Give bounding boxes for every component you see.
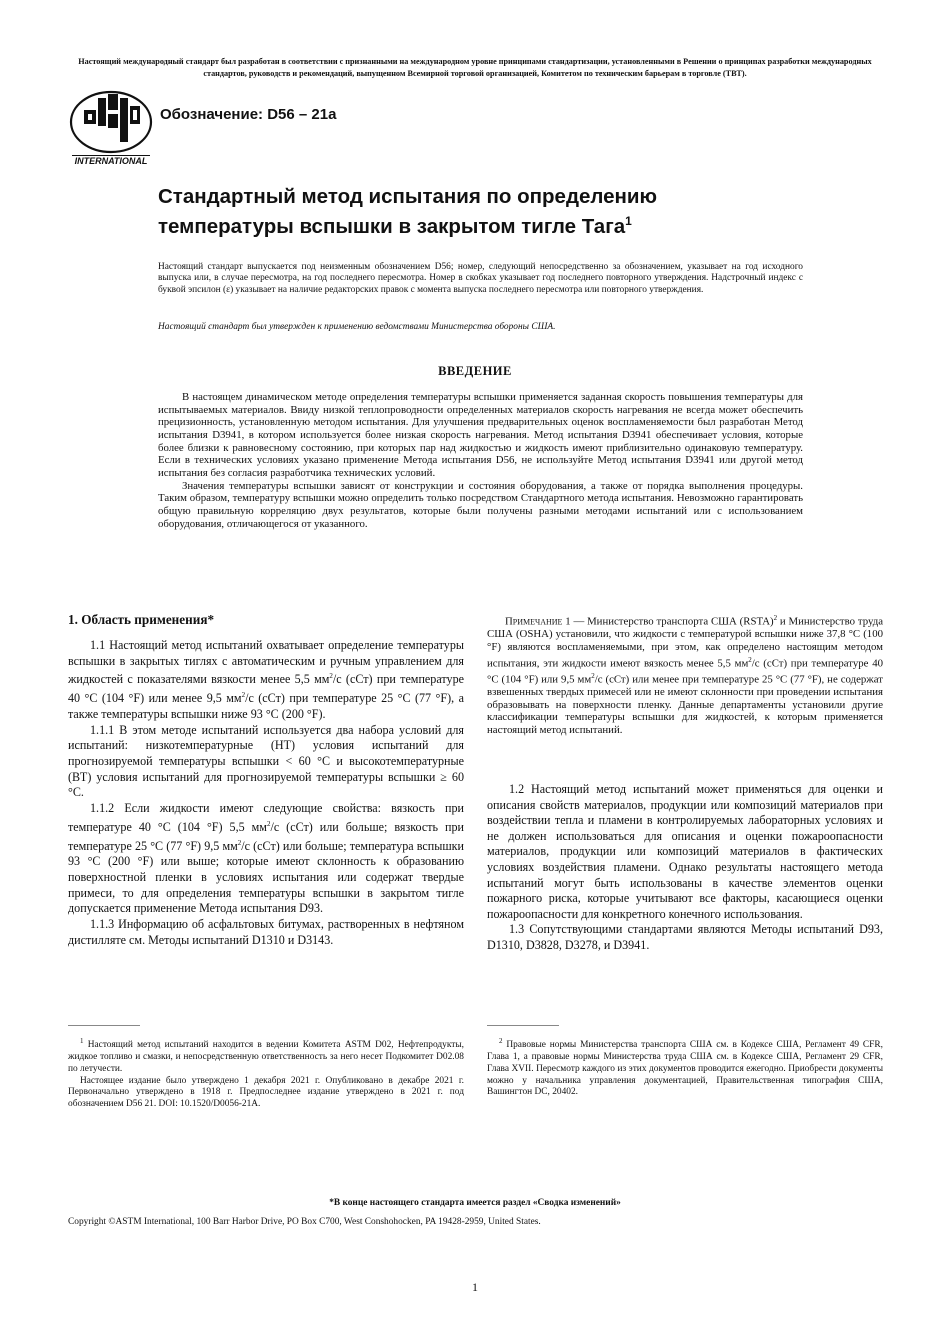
footnote-1 xyxy=(68,1036,464,1111)
astm-logo xyxy=(68,88,154,166)
note-1-text: Примечание 1 — Министерство транспорта США (RSTA)$^2$ и Министерство труда США (OSHA) установили, что жидкости с температурой вспышки ниже 37,8 °C (100 °F) являются воспламеняемыми, при этом, как определено настоящим методом испытания, эти жидкости имеют вязкость менее 5,5 $мм^2/с$ (сСт) при температуре 40 °C (104 °F) или 9,5 $мм^2/с$ (сСт) или менее при температуре 25 °C (77 °F), не содержат взвешенных твердых примесей или не имеют склонности при проведении испытания образовывать на поверхности пленку. Данные департаменты установили другие классификации температуры вспышки для жидкостей, к которым применяется настоящий метод испытаний. xyxy=(487,614,883,737)
note-1 xyxy=(487,612,883,737)
scope-paragraph-1-1-2: 1.1.2 Если жидкости имеют следующие свойства: вязкость при температуре 40 °C (104 °F) 5,5 $мм^2/с$ (сСт) или больше; вязкость при температуре 25 °C (77 °F) 9,5 $мм^2/с$ (сСт) или больше; температура вспышки 93 °C (200 °F) или выше; которые имеют склонность к образованию поверхностной пленки в условиях испытания или содержат твердые примеси, то для определения температуры вспышки в закрытом тигле допускается применение Метода испытания D93. xyxy=(68,801,465,916)
title-line-2 xyxy=(158,209,778,239)
scope-body xyxy=(68,638,464,948)
footnote-2 xyxy=(487,1036,883,1099)
designation: Обозначение: D56 – 21a xyxy=(160,106,337,123)
intro-paragraph: Значения температуры вспышки зависят от конструкции и состояния оборудования, а также от порядка выполнения процедуры. Таким образом, температуру вспышки можно определить только посредством Стандартного метода испытания. Невозможно гарантировать общую правильную корреляцию двух результатов, которые были получены разными методами испытаний или с использованием оборудования, отличающегося от указанного. xyxy=(158,479,803,530)
page-number: 1 xyxy=(472,1280,478,1294)
scope-paragraph-1-1-1: 1.1.1 В этом методе испытаний используется два набора условий для испытаний: низкотемпературные (НТ) условия испытаний для прогнозируемой температуры вспышки < 60 °C и высокотемпературные (ВТ) условия испытаний для прогнозируемой температуры вспышки ≥ 60 °C. xyxy=(68,722,464,800)
scope-paragraph-1-1: 1.1 Настоящий метод испытаний охватывает определение температуры вспышки в закрытых тиглях с автоматическим и ручным управлением для жидкостей с показателями вязкости менее 5,5 $мм^2/с$ (сСт) при температуре 40 °C (104 °F) или менее 9,5 $мм^2/с$ (сСт) при температуре 25 °C (77 °F), а также температуры вспышки ниже 93 °C (200 °F). xyxy=(68,638,464,721)
scope-paragraph-1-1-3: 1.1.3 Информацию об асфальтовых битумах, растворенных в нефтяном дистилляте см. Методы испытаний D1310 и D3143. xyxy=(68,917,464,947)
footnote-1-text: $^1$ Настоящий метод испытаний находится в ведении Комитета ASTM D02, Нефтепродукты, жидкое топливо и смазки, и непосредственную ответственность за него несет Подкомитет D02.08 по летучести. xyxy=(68,1037,464,1074)
summary-of-changes-note: *В конце настоящего стандарта имеется раздел «Сводка изменений» xyxy=(329,1198,621,1208)
standard-issue-note: Настоящий стандарт выпускается под неизменным обозначением D56; номер, следующий непосредственно за обозначением, указывает на год исходного выпуска или, в случае пересмотра, на год последнего пересмотра. Номер в скобках указывает год последнего повторного утверждения. Надстрочный индекс с буквой эпсилон (ε) указывает на наличие редакторских правок с момента выпуска последнего пересмотра или повторного утверждения. xyxy=(158,262,803,295)
scope-paragraph-1-2: 1.2 Настоящий метод испытаний может применяться для оценки и описания свойств материалов, продукции или композиций материалов при воздействии тепла и пламени в контролируемых лабораторных условиях и не должен использоваться для описания и оценки пожароопасности материалов, продукции или композиций материалов в фактических условиях воздействия пламени. Однако результаты настоящего метода испытаний могут быть использованы в качестве элементов оценки пожарного риска, которые учитывают все факторы, касающиеся оценки пожароопасности для конкретного конечного использования. xyxy=(487,782,883,921)
copyright: Copyright ©ASTM International, 100 Barr Harbor Drive, PO Box C700, West Conshohocken, PA 19428-2959, United States. xyxy=(68,1217,541,1227)
title-line-2-text: температуры вспышки в закрытом тигле Тага xyxy=(158,214,626,238)
title-line-1: Стандартный метод испытания по определению xyxy=(158,185,658,208)
logo-text: INTERNATIONAL xyxy=(74,156,148,166)
intro-paragraph: В настоящем динамическом методе определения температуры вспышки применяется заданная скорость повышения температуры для испытываемых материалов. Ввиду низкой теплопроводности определенных материалов скорость нагревания не всегда может обеспечить прецизионность, установленную методом испытания. Для улучшения предварительных оценок воспламеняемости был разработан Метод испытания D3941, в котором используется более низкая скорость нагревания. Метод испытания D3941 обеспечивает условия, которые более близки к равновесному состоянию, при которых пар над жидкостью и жидкость имеют приблизительно одинаковую температуру. Если в технических условиях указано применение Метода испытания D56, не используйте Метод испытания D3941 или другой метод испытания без согласия разработчика технических условий. xyxy=(158,391,803,479)
footnote-1-edition: Настоящее издание было утверждено 1 декабря 2021 г. Опубликовано в декабре 2021 г. Первоначально утверждено в 1918 г. Предпоследнее издание утверждено в 2021 г. под обозначением D56 21. DOI: 10.1520/D0056-21A. xyxy=(68,1075,464,1110)
scope-paragraph-1-3: 1.3 Сопутствующими стандартами являются Методы испытаний D93, D1310, D3828, D3278, и D3941. xyxy=(487,922,883,952)
note-label: Примечание 1 xyxy=(505,615,571,628)
title-footnote-mark: 1 xyxy=(625,214,632,228)
intro-body xyxy=(158,391,803,530)
footnote-2-text: $^2$ Правовые нормы Министерства транспорта США см. в Кодексе США, Регламент 49 CFR, Глава 1, а правовые нормы Министерства труда США см. в Кодексе США, Регламент 29 CFR, Глава XVII. Пересмотр каждого из этих документов проводится ежегодно. Приобрести документы можно у начальника управления документацией, Правительственная типография США, Вашингтон DC, 20402. xyxy=(487,1037,883,1098)
astm-logo-icon xyxy=(68,88,154,166)
footnote-divider xyxy=(487,1025,559,1026)
page-title xyxy=(158,184,778,239)
approval-note: Настоящий стандарт был утвержден к применению ведомствами Министерства обороны США. xyxy=(158,322,556,332)
scope-heading: 1. Область применения* xyxy=(68,612,215,627)
top-notice: Настоящий международный стандарт был разработан в соответствии с признанными на международном уровне принципами стандартизации, установленными в Решении о принципах разработки международных стандартов, руководств и рекомендаций, выпущенном Всемирной торговой организацией, Комитетом по техническим барьерам в торговле (ТВТ). xyxy=(78,57,872,78)
scope-body-continued xyxy=(487,782,883,954)
footnote-divider xyxy=(68,1025,140,1026)
intro-heading: ВВЕДЕНИЕ xyxy=(438,364,512,378)
